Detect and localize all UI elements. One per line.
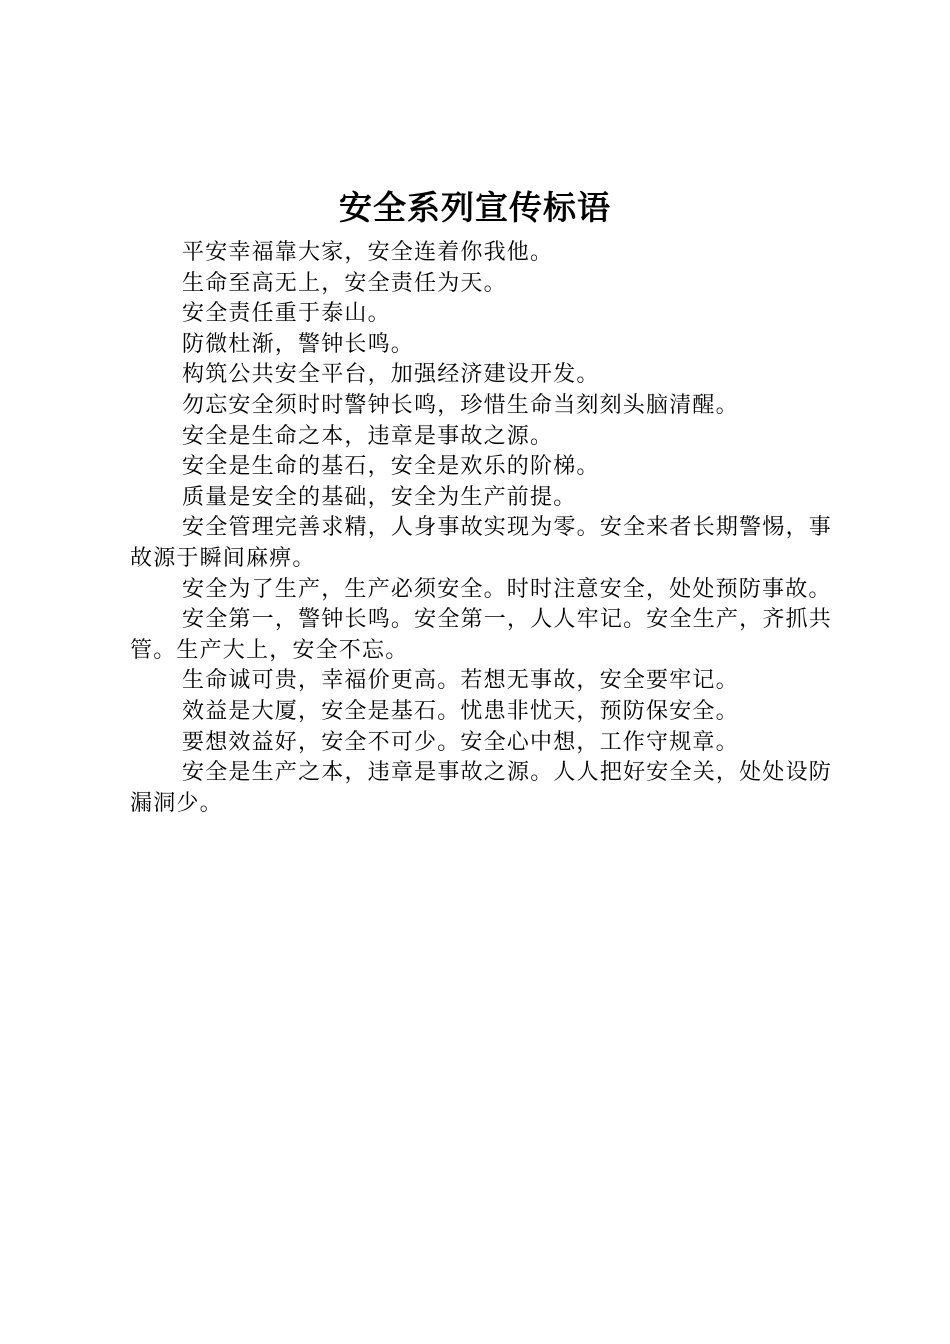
document-body [130,238,832,819]
paragraph: 安全是生命的基石，安全是欢乐的阶梯。 [182,454,600,480]
paragraph: 生命至高无上，安全责任为天。 [182,270,507,296]
paragraph: 安全第一，警钟长鸣。安全第一，人人牢记。安全生产，齐抓共管。生产大上，安全不忘。 [130,607,832,663]
paragraph: 效益是大厦，安全是基石。忧患非忧天，预防保安全。 [182,698,739,724]
document-title: 安全系列宣传标语 [339,188,611,227]
paragraph: 勿忘安全须时时警钟长鸣，珍惜生命当刻刻头脑清醒。 [182,392,739,418]
paragraph: 质量是安全的基础，安全为生产前提。 [182,484,577,510]
paragraph: 安全为了生产，生产必须安全。时时注意安全，处处预防事故。 [182,576,832,602]
paragraph: 安全责任重于泰山。 [182,301,391,327]
paragraph: 安全管理完善求精，人身事故实现为零。安全来者长期警惕，事故源于瞬间麻痹。 [130,515,832,571]
paragraph: 安全是生命之本，违章是事故之源。 [182,423,554,449]
paragraph: 生命诚可贵，幸福价更高。若想无事故，安全要牢记。 [182,668,739,694]
paragraph: 平安幸福靠大家，安全连着你我他。 [182,240,554,265]
paragraph: 安全是生产之本，违章是事故之源。人人把好安全关，处处设防漏洞少。 [130,760,832,816]
paragraph: 防微杜渐，警钟长鸣。 [182,331,415,357]
paragraph: 要想效益好，安全不可少。安全心中想，工作守规章。 [182,729,739,755]
paragraph: 构筑公共安全平台，加强经济建设开发。 [182,362,600,388]
